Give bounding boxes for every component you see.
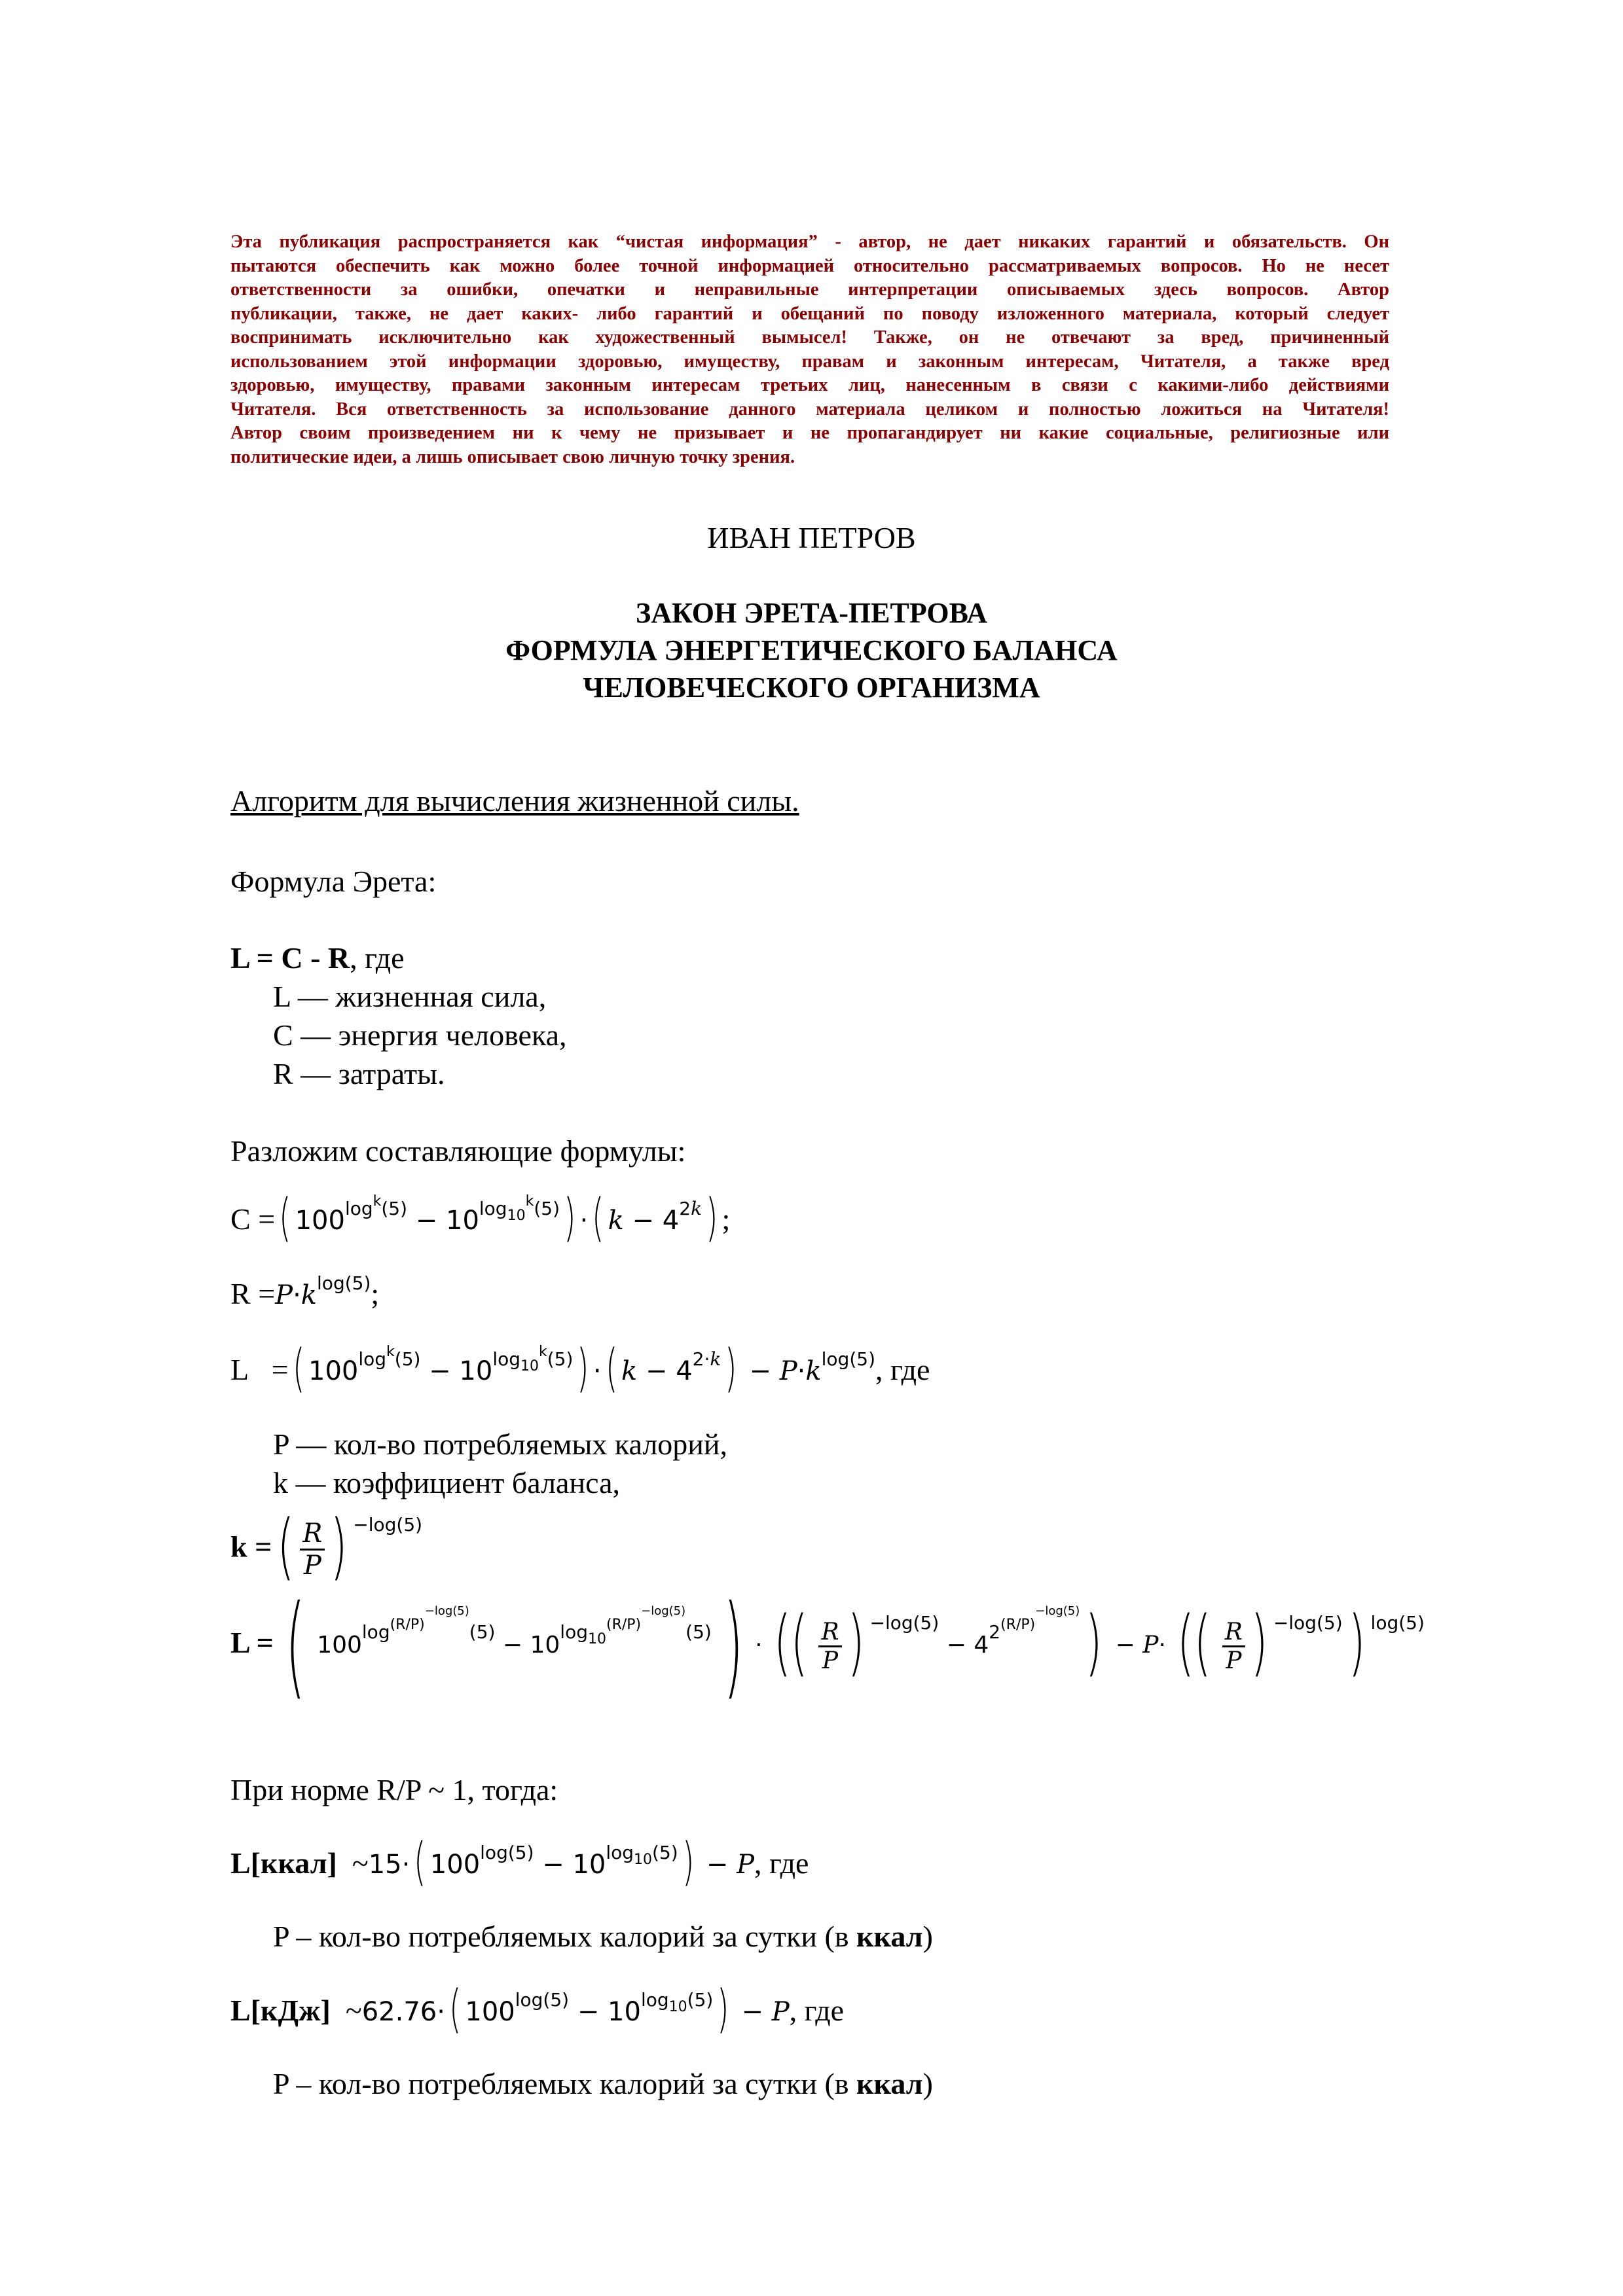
decompose-label: Разложим составляющие формулы:	[230, 1134, 686, 1168]
definition-p-text: P – кол-во потребляемых калорий за сутки (в	[273, 2067, 857, 2100]
kcal-coefficient: 15	[368, 1850, 402, 1880]
main-formula-expression: L = C - R	[230, 941, 350, 975]
disclaimer-line: ответственности за ошибки, опечатки и неправильные интерпретации описываемых здесь вопросов. Автор	[230, 279, 1389, 300]
definition-p-unit: ккал	[856, 1920, 923, 1953]
disclaimer-line: здоровью, имуществу, правами законным интересам третьих лиц, нанесенным в связи с какими-либо действиями	[230, 375, 1389, 395]
title-line: ФОРМУЛА ЭНЕРГЕТИЧЕСКОГО БАЛАНСА	[505, 634, 1118, 666]
where-text: , где	[789, 1994, 845, 2027]
equation-c-label: C	[230, 1202, 251, 1236]
where-text: , где	[350, 941, 405, 975]
equation-l-expanded	[230, 1581, 1425, 1711]
title-line: ЗАКОН ЭРЕТА-ПЕТРОВА	[635, 597, 988, 629]
definition-p-text: P – кол-во потребляемых калорий за сутки (в	[273, 1920, 857, 1953]
equation-r: $R =P\cdot k^{log(5)}$;	[230, 1272, 380, 1310]
author-name: ИВАН ПЕТРОВ	[707, 521, 916, 554]
definition-p-suffix: )	[922, 1920, 933, 1953]
where-text: , где	[875, 1353, 930, 1386]
equation-l-label: L	[230, 1353, 249, 1386]
document-title	[0, 594, 1623, 706]
semicolon: ;	[721, 1202, 731, 1236]
kj-coefficient: 62.76	[361, 1997, 437, 2027]
section-heading: Алгоритм для вычисления жизненной силы.	[230, 784, 799, 817]
equation-l-kj-label: L[кДж]	[230, 1994, 331, 2027]
definition-k: k — коэффициент баланса,	[273, 1466, 620, 1499]
equation-l-kcal-label: L[ккал]	[230, 1846, 337, 1880]
formula-label: Формула Эрета:	[230, 865, 437, 898]
definition-p-unit: ккал	[856, 2067, 923, 2100]
definition-c: C — энергия человека,	[273, 1018, 567, 1052]
semicolon: ;	[371, 1277, 380, 1310]
equation-k-label: k =	[230, 1530, 272, 1564]
equation-r-expression: $P\cdot k^{log(5)}$	[275, 1272, 371, 1310]
disclaimer	[230, 230, 1389, 469]
definition-p-daily	[273, 1919, 933, 1954]
equation-k	[230, 1503, 423, 1588]
equation-l-kcal-expression: 15·( $100^{log(5)} - 10^{log_{10}(5)}) - P$	[368, 1833, 755, 1892]
equation-l-expanded-label: L =	[230, 1626, 274, 1659]
definition-r: R — затраты.	[273, 1057, 445, 1090]
where-text: , где	[754, 1846, 809, 1880]
equation-r-label: R	[230, 1277, 251, 1310]
title-line: ЧЕЛОВЕЧЕСКОГО ОРГАНИЗМА	[583, 672, 1040, 704]
definition-l: L — жизненная сила,	[273, 980, 547, 1013]
equation-l-kcal: L[ккал] ~15·( $100^{log(5)} - 10^{log_{10}(5)}) - P$, где	[230, 1833, 809, 1892]
equation-l-expression: ( $100^{log^k(5)} - 10^{log_{10}^k(5)}$) ·( $k - 4^{2\cdot k}) - P\cdot k^{log(5)}$	[292, 1339, 875, 1398]
equation-l: L =( $100^{log^k(5)} - 10^{log_{10}^k(5)}$) ·( $k - 4^{2\cdot k}) - P\cdot k^{log(5)}$, где	[230, 1339, 930, 1398]
equation-c: C =( $100^{log^k(5)} - 10^{log_{10}^k(5)}$) ·( $k - 4^{2k}$) ;	[230, 1189, 731, 1247]
main-formula	[230, 941, 405, 975]
disclaimer-line: Читателя. Вся ответственность за использование данного материала целиком и полностью ложиться на Читателя!	[230, 399, 1389, 420]
disclaimer-line: пытаются обеспечить как можно более точной информацией относительно рассматриваемых вопросов. Но не несет	[230, 255, 1389, 276]
disclaimer-line: публикации, также, не дает каких- либо гарантий и обещаний по поводу изложенного материала, который следует	[230, 303, 1389, 324]
norm-text: При норме R/P ~ 1, тогда:	[230, 1773, 558, 1806]
equation-c-expression: ( $100^{log^k(5)} - 10^{log_{10}^k(5)}$) ·( $k - 4^{2k}$)	[279, 1189, 718, 1247]
definition-p: P — кол-во потребляемых калорий,	[273, 1427, 728, 1461]
definition-p-daily-2	[273, 2066, 933, 2101]
disclaimer-line: использованием этой информации здоровью, имуществу, правам и законным интересам, Читателя, а также вред	[230, 351, 1389, 372]
definition-p-suffix: )	[922, 2067, 933, 2100]
equation-l-kj-expression: 62.76·( $100^{log(5)} - 10^{log_{10}(5)}) - P$	[361, 1980, 790, 2039]
equation-k-expression: ( $\frac{R}{P}$ ) $^{-log(5)}$	[277, 1503, 423, 1588]
equation-l-kj: L[кДж] ~62.76·( $100^{log(5)} - 10^{log_{10}(5)}) - P$, где	[230, 1980, 845, 2039]
disclaimer-line: политические идеи, а лишь описывает свою личную точку зрения.	[230, 446, 795, 467]
equation-l-expanded-expression: ( $100^{log^{(R/P)^{-log(5)}}(5)} - 10^{log_{10}^{(R/P)^{-log(5)}}(5)}$ ) · (( $\frac{R}{P}$ ) $^{-log(5)} - 4^{2^{(R/P)^{-log(5)}}}) - P\cdot$ (( $\frac{R}{P}$ ) $^{-log(5)}$) $^{log(5)}$	[285, 1581, 1425, 1711]
disclaimer-line: воспринимать исключительно как художественный вымысел! Также, он не отвечают за вред, причиненный	[230, 327, 1389, 348]
disclaimer-line: Эта публикация распространяется как “чистая информация” - автор, не дает никаких гарантий и обязательств. Он	[230, 232, 1389, 252]
disclaimer-line: Автор своим произведением ни к чему не призывает и не пропагандирует ни какие социальные, религиозные или	[230, 423, 1389, 443]
